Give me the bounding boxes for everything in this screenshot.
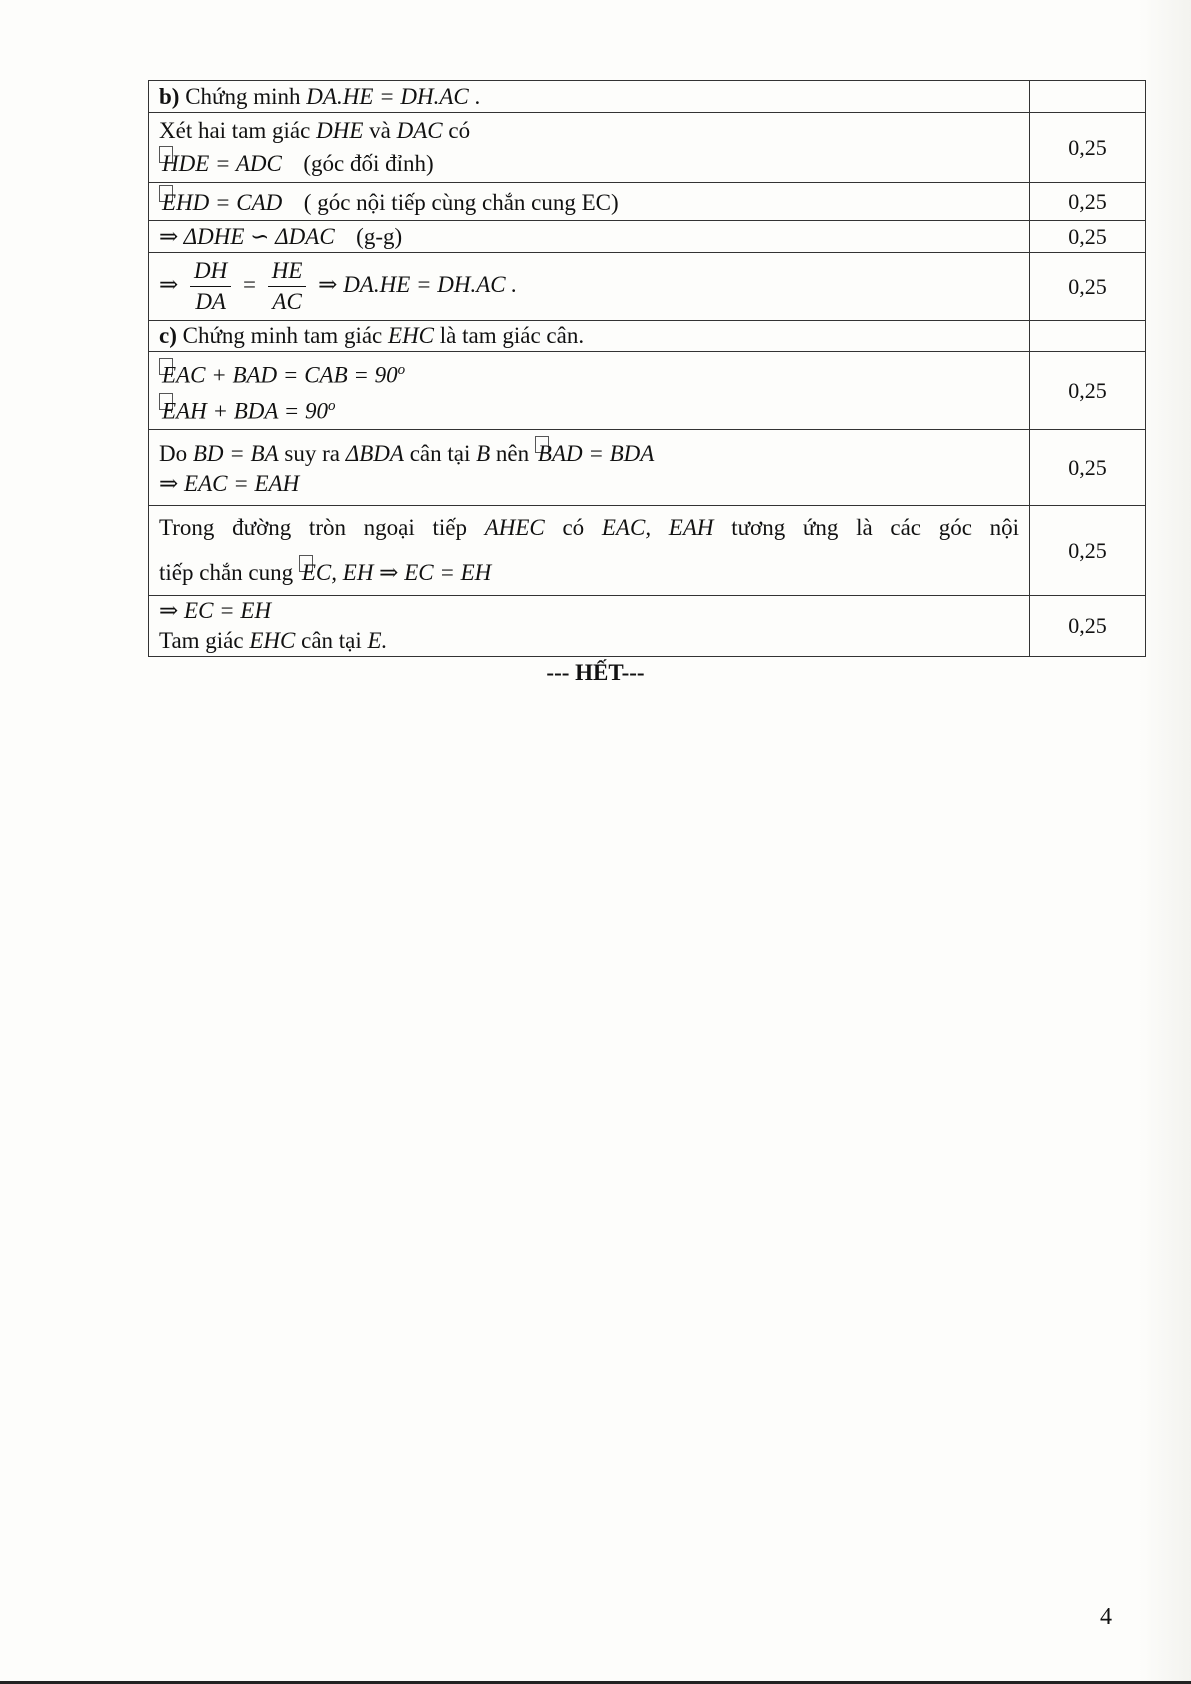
similarity-right: ΔDAC [275,223,335,249]
text: Do [159,441,188,466]
conclusion-equation: ⇒ EC = EH [159,598,272,623]
part-b-row-1-line-1 [159,116,1019,146]
text: Trong đường tròn ngoại tiếp [159,515,467,540]
degree-symbol: o [328,397,336,414]
part-c-row-2 [149,430,1146,506]
part-b-row-4 [149,253,1146,321]
part-c-row-2-content [149,430,1030,506]
score-cell: 0,25 [1030,221,1146,253]
triangle-name: EHC [388,323,435,348]
similar-symbol: ∽ [250,223,270,249]
angle-equation: EAH + BDA = 90 [162,398,329,424]
equals-symbol: = [243,271,256,297]
part-c-row-2-line-1 [159,436,1019,469]
part-c-title-end: là tam giác cân. [439,323,585,348]
scan-edge-shade [1139,0,1191,1684]
part-c-row-4 [149,596,1146,657]
part-c-row-1 [149,352,1146,430]
part-c-row-1-line-2 [159,391,1019,427]
reason-note: (góc đối đỉnh) [303,151,434,176]
score-cell-empty [1030,81,1146,113]
text: cân tại [409,441,471,466]
part-c-row-4-line-1 [159,596,1019,626]
part-b-statement: DA.HE = DH.AC [306,83,469,109]
score-cell: 0,25 [1030,352,1146,430]
math: B [476,441,491,466]
part-b-row-1 [149,113,1146,183]
math: AHEC [484,515,545,540]
text: cân tại [301,628,362,653]
part-b-row-1-content [149,113,1030,183]
part-c-row-1-content [149,352,1030,430]
fraction-dh-da [190,256,231,317]
text: nên [495,441,530,466]
implies-symbol: ⇒ [159,271,179,297]
vertex-name: E. [367,628,388,653]
text: suy ra [284,441,340,466]
part-c-row-3-line-1 [159,513,1019,543]
part-c-label: c) [159,323,177,348]
text: có [448,118,471,143]
angle-equation: ⇒ EAC = EAH [159,471,300,496]
math: ΔBDA [345,441,404,466]
end-marker: --- HẾT--- [546,660,645,685]
text: tiếp chắn cung [159,560,294,585]
score-cell: 0,25 [1030,183,1146,221]
score-cell: 0,25 [1030,506,1146,596]
reason-note: (g-g) [356,223,403,249]
text: có [562,515,585,540]
text: và [369,118,391,143]
angle-equation: EHD = CAD [162,190,283,215]
text: tương ứng là các góc nội [731,515,1020,540]
part-b-row-3 [149,221,1146,253]
similarity-left: ⇒ ΔDHE [159,223,245,249]
part-c-row-4-content [149,596,1030,657]
answer-key-table [148,80,1146,657]
part-c-row-1-line-1 [159,355,1019,391]
numerator: DH [190,256,231,287]
score-cell: 0,25 [1030,113,1146,183]
page-number: 4 [1100,1604,1112,1630]
text: Tam giác [159,628,244,653]
part-b-row-1-line-2 [159,146,1019,179]
fraction-he-ac [268,256,307,317]
arc-equation: EC, EH ⇒ EC = EH [301,560,492,585]
part-c-row-2-line-2 [159,469,1019,499]
part-c-row-3-line-2 [159,555,1019,588]
part-b-row-2-content [149,183,1030,221]
result-equation: ⇒ DA.HE = DH.AC . [318,271,518,297]
angle-equation: BAD = BDA [537,441,655,466]
part-c-header [149,321,1030,352]
triangle-name: EHC [249,628,296,653]
triangle-name: DHE [316,118,364,143]
math: BD = BA [192,441,279,466]
denominator: AC [272,289,302,314]
reason-note: ( góc nội tiếp cùng chắn cung EC) [303,190,619,215]
numerator: HE [268,256,307,287]
angle-list: EAC, EAH [601,515,714,540]
triangle-name: DAC [396,118,443,143]
score-cell: 0,25 [1030,596,1146,657]
denominator: DA [195,289,226,314]
part-c-header-row [149,321,1146,352]
part-c-title: Chứng minh tam giác [182,323,383,348]
part-c-row-4-line-2 [159,626,1019,656]
part-c-row-3 [149,506,1146,596]
part-b-row-4-content [149,253,1030,321]
part-b-row-3-content [149,221,1030,253]
degree-symbol: o [397,361,406,378]
part-b-header: b) Chứng minh DA.HE = DH.AC . [149,81,1030,113]
part-b-title: Chứng minh [185,83,301,109]
part-b-row-2 [149,183,1146,221]
part-b-header-row [149,81,1146,113]
text: Xét hai tam giác [159,118,311,143]
part-c-row-3-content [149,506,1030,596]
score-cell: 0,25 [1030,253,1146,321]
part-b-label: b) [159,83,180,109]
score-cell-empty [1030,321,1146,352]
angle-equation: HDE = ADC [162,151,282,176]
score-cell: 0,25 [1030,430,1146,506]
angle-equation: EAC + BAD = CAB = 90 [162,362,398,388]
